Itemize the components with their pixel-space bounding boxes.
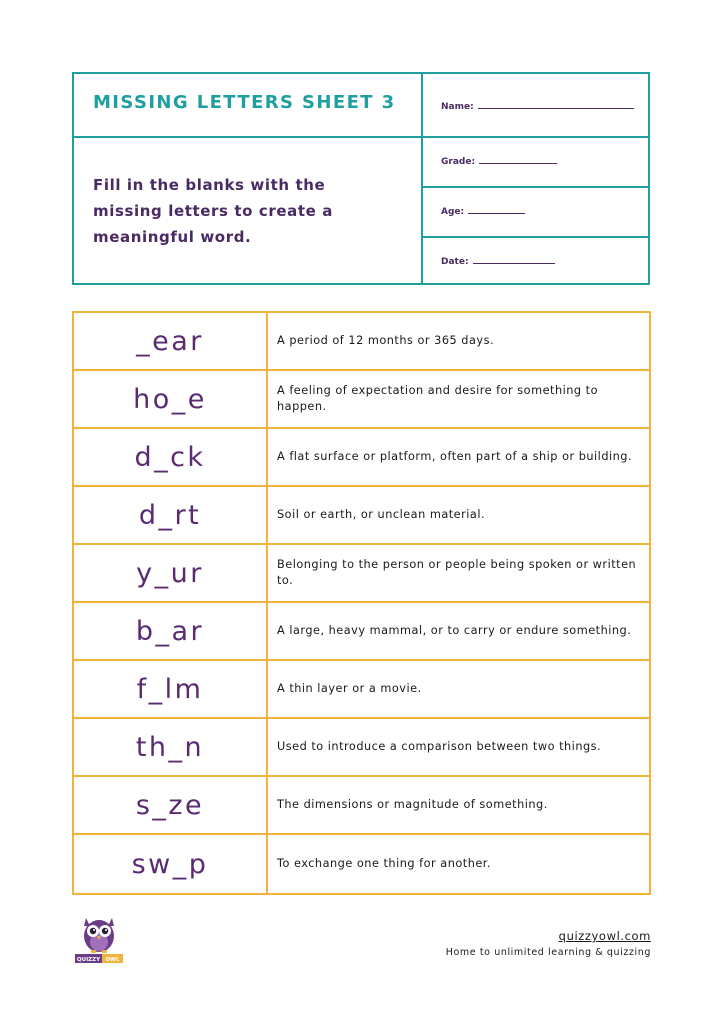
- missing-letter-word: d_ck: [134, 441, 206, 473]
- word-cell: [74, 371, 268, 427]
- title-cell: [74, 74, 421, 138]
- word-row: [74, 835, 649, 893]
- word-clue: A flat surface or platform, often part of a ship or building.: [277, 450, 633, 463]
- word-cell: [74, 661, 268, 717]
- clue-cell: [268, 777, 649, 833]
- missing-letter-word: ho_e: [133, 383, 207, 415]
- date-blank-line: [473, 255, 555, 264]
- clue-cell: [268, 661, 649, 717]
- word-row: [74, 313, 649, 371]
- quizzyowl-logo: [74, 912, 124, 966]
- word-row: [74, 719, 649, 777]
- word-clue: A large, heavy mammal, or to carry or endure something.: [277, 624, 632, 637]
- word-cell: [74, 313, 268, 369]
- word-clue: The dimensions or magnitude of something.: [277, 798, 548, 811]
- word-row: [74, 603, 649, 661]
- word-cell: [74, 545, 268, 601]
- word-row: [74, 429, 649, 487]
- missing-letter-word: _ear: [136, 325, 204, 357]
- grade-blank-line: [479, 155, 557, 164]
- name-blank-line: [478, 100, 634, 109]
- date-field: [423, 236, 648, 283]
- word-clue: A thin layer or a movie.: [277, 682, 422, 695]
- word-row: [74, 777, 649, 835]
- site-link[interactable]: quizzyowl.com: [558, 929, 651, 943]
- missing-letter-word: f_lm: [136, 673, 204, 705]
- logo-text-quizzy: QUIZZY: [76, 957, 101, 963]
- missing-letter-word: d_rt: [138, 499, 202, 531]
- name-field: [423, 74, 648, 138]
- missing-letter-word: y_ur: [136, 557, 204, 589]
- clue-cell: [268, 719, 649, 775]
- clue-cell: [268, 835, 649, 893]
- word-cell: [74, 487, 268, 543]
- clue-cell: [268, 603, 649, 659]
- age-field: [423, 186, 648, 238]
- word-clue: Soil or earth, or unclean material.: [277, 508, 486, 521]
- word-row: [74, 487, 649, 545]
- word-clue: Belonging to the person or people being spoken or written to.: [277, 558, 637, 587]
- clue-cell: [268, 429, 649, 485]
- word-clue: A feeling of expectation and desire for something to happen.: [277, 384, 599, 413]
- word-cell: [74, 835, 268, 893]
- grade-field: [423, 136, 648, 188]
- word-cell: [74, 603, 268, 659]
- missing-letter-word: b_ar: [135, 615, 205, 647]
- missing-letter-word: th_n: [135, 731, 205, 763]
- clue-cell: [268, 371, 649, 427]
- word-row: [74, 371, 649, 429]
- worksheet-title: MISSING LETTERS SHEET 3: [93, 92, 396, 113]
- clue-cell: [268, 487, 649, 543]
- missing-letter-word: sw_p: [131, 848, 209, 880]
- site-tagline: Home to unlimited learning & quizzing: [445, 947, 651, 958]
- date-label: Date:: [441, 257, 469, 267]
- word-clue: To exchange one thing for another.: [277, 857, 492, 870]
- word-cell: [74, 429, 268, 485]
- word-cell: [74, 777, 268, 833]
- clue-cell: [268, 313, 649, 369]
- instructions: Fill in the blanks with the missing letters to create a meaningful word.: [93, 176, 333, 246]
- word-cell: [74, 719, 268, 775]
- age-blank-line: [468, 205, 525, 214]
- student-info-fields: [423, 74, 648, 283]
- missing-letter-word: s_ze: [135, 789, 205, 821]
- name-label: Name:: [441, 102, 474, 112]
- header-left-column: [74, 74, 423, 283]
- owl-icon: [74, 912, 124, 966]
- word-clue: Used to introduce a comparison between two things.: [277, 740, 602, 753]
- word-table: [72, 311, 651, 895]
- age-label: Age:: [441, 207, 465, 217]
- clue-cell: [268, 545, 649, 601]
- worksheet-header: [72, 72, 650, 285]
- word-row: [74, 661, 649, 719]
- word-row: [74, 545, 649, 603]
- grade-label: Grade:: [441, 157, 476, 167]
- logo-text-owl: OWL: [105, 957, 120, 963]
- word-clue: A period of 12 months or 365 days.: [277, 334, 495, 347]
